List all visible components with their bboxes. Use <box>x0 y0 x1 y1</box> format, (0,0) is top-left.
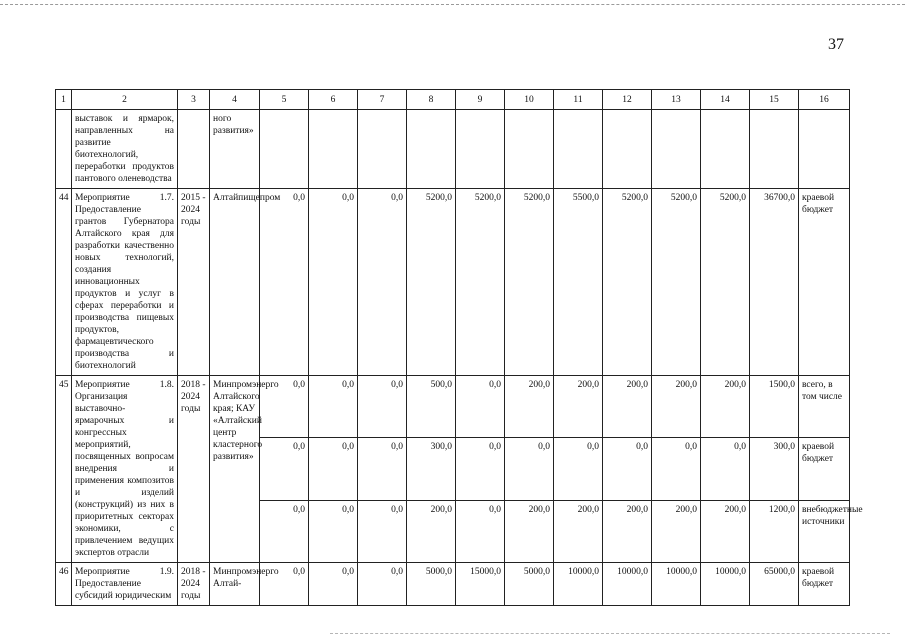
value-cell: 10000,0 <box>554 563 603 606</box>
executor: Алтайпищепром <box>210 189 260 376</box>
empty-cell <box>750 110 799 189</box>
value-cell: 0,0 <box>358 376 407 438</box>
funding-source: краевой бюджет <box>799 189 850 376</box>
page-number: 37 <box>828 36 844 53</box>
value-cell: 0,0 <box>260 189 309 376</box>
value-cell: 200,0 <box>505 500 554 562</box>
value-cell: 0,0 <box>309 563 358 606</box>
column-header-8: 8 <box>407 90 456 110</box>
value-cell: 0,0 <box>456 376 505 438</box>
column-header-10: 10 <box>505 90 554 110</box>
empty-cell <box>309 110 358 189</box>
value-cell: 0,0 <box>358 500 407 562</box>
empty-cell <box>652 110 701 189</box>
value-cell: 200,0 <box>701 376 750 438</box>
value-cell: 5200,0 <box>701 189 750 376</box>
value-cell: 0,0 <box>309 500 358 562</box>
value-cell: 5500,0 <box>554 189 603 376</box>
value-cell: 0,0 <box>554 438 603 500</box>
value-cell: 0,0 <box>309 376 358 438</box>
column-header-7: 7 <box>358 90 407 110</box>
value-cell: 200,0 <box>505 376 554 438</box>
activity-name: выставок и ярмарок, направленных на развитие биотехнологий, переработки продуктов пантового оленеводства <box>72 110 178 189</box>
table-row <box>56 189 850 376</box>
column-header-15: 15 <box>750 90 799 110</box>
value-cell: 200,0 <box>554 500 603 562</box>
table-row <box>56 563 850 606</box>
value-cell: 300,0 <box>407 438 456 500</box>
value-cell: 0,0 <box>309 189 358 376</box>
empty-cell <box>799 110 850 189</box>
value-cell: 0,0 <box>652 438 701 500</box>
value-cell: 10000,0 <box>652 563 701 606</box>
column-header-2: 2 <box>72 90 178 110</box>
empty-cell <box>407 110 456 189</box>
value-cell: 0,0 <box>260 500 309 562</box>
value-cell: 0,0 <box>701 438 750 500</box>
value-cell: 200,0 <box>603 376 652 438</box>
empty-cell <box>554 110 603 189</box>
value-cell: 0,0 <box>358 438 407 500</box>
activity-name: Мероприятие 1.9. Предоставление субсидий юридическим <box>72 563 178 606</box>
column-header-12: 12 <box>603 90 652 110</box>
empty-cell <box>260 110 309 189</box>
value-cell: 5200,0 <box>407 189 456 376</box>
column-header-6: 6 <box>309 90 358 110</box>
value-cell: 5200,0 <box>456 189 505 376</box>
period: 2018 - 2024 годы <box>178 563 210 606</box>
empty-cell <box>358 110 407 189</box>
funding-source: краевой бюджет <box>799 563 850 606</box>
value-cell: 0,0 <box>260 563 309 606</box>
value-cell: 0,0 <box>456 438 505 500</box>
executor: Минпромэнерго Алтайского края; КАУ «Алтайский центр кластерного развития» <box>210 376 260 563</box>
value-cell: 0,0 <box>358 563 407 606</box>
table-row <box>56 376 850 438</box>
column-header-9: 9 <box>456 90 505 110</box>
value-cell: 65000,0 <box>750 563 799 606</box>
value-cell: 5200,0 <box>652 189 701 376</box>
column-header-1: 1 <box>56 90 72 110</box>
value-cell: 5000,0 <box>505 563 554 606</box>
value-cell: 5000,0 <box>407 563 456 606</box>
scan-top-rule <box>0 4 905 5</box>
value-cell: 0,0 <box>505 438 554 500</box>
column-header-4: 4 <box>210 90 260 110</box>
period <box>178 110 210 189</box>
funding-source: внебюджетные источники <box>799 500 850 562</box>
column-header-13: 13 <box>652 90 701 110</box>
activity-name: Мероприятие 1.8. Организация выставочно-ярмарочных и конгрессных мероприятий, посвященных вопросам внедрения и применения композитов и изделий (конструкций) из них в приоритетных секторах экономики, с привлечением ведущих экспертов отрасли <box>72 376 178 563</box>
empty-cell <box>701 110 750 189</box>
value-cell: 0,0 <box>260 376 309 438</box>
value-cell: 200,0 <box>407 500 456 562</box>
scan-bottom-rule <box>330 633 890 634</box>
activity-name: Мероприятие 1.7. Предоставление грантов Губернатора Алтайского края для разработки качественно новых технологий, создания инновационных продуктов и услуг в сферах переработки и производства пищевых продуктов, фармацевтического производства и биотехнологий <box>72 189 178 376</box>
row-number <box>56 110 72 189</box>
value-cell: 0,0 <box>603 438 652 500</box>
funding-source: всего, в том числе <box>799 376 850 438</box>
row-number: 46 <box>56 563 72 606</box>
value-cell: 0,0 <box>260 438 309 500</box>
value-cell: 0,0 <box>358 189 407 376</box>
value-cell: 200,0 <box>554 376 603 438</box>
empty-cell <box>505 110 554 189</box>
executor: Минпромэнерго Алтай- <box>210 563 260 606</box>
value-cell: 36700,0 <box>750 189 799 376</box>
value-cell: 200,0 <box>652 376 701 438</box>
value-cell: 200,0 <box>603 500 652 562</box>
value-cell: 5200,0 <box>603 189 652 376</box>
row-number: 44 <box>56 189 72 376</box>
column-header-16: 16 <box>799 90 850 110</box>
value-cell: 0,0 <box>456 500 505 562</box>
empty-cell <box>603 110 652 189</box>
value-cell: 15000,0 <box>456 563 505 606</box>
value-cell: 200,0 <box>701 500 750 562</box>
period: 2018 - 2024 годы <box>178 376 210 563</box>
funding-source: краевой бюджет <box>799 438 850 500</box>
continuation-row <box>56 110 850 189</box>
value-cell: 300,0 <box>750 438 799 500</box>
value-cell: 500,0 <box>407 376 456 438</box>
program-table <box>55 89 863 606</box>
row-number: 45 <box>56 376 72 563</box>
column-header-5: 5 <box>260 90 309 110</box>
value-cell: 5200,0 <box>505 189 554 376</box>
value-cell: 10000,0 <box>603 563 652 606</box>
column-header-14: 14 <box>701 90 750 110</box>
value-cell: 200,0 <box>652 500 701 562</box>
header-row <box>56 90 850 110</box>
value-cell: 0,0 <box>309 438 358 500</box>
empty-cell <box>456 110 505 189</box>
executor: ного развития» <box>210 110 260 189</box>
column-header-11: 11 <box>554 90 603 110</box>
column-header-3: 3 <box>178 90 210 110</box>
period: 2015 - 2024 годы <box>178 189 210 376</box>
value-cell: 1200,0 <box>750 500 799 562</box>
value-cell: 1500,0 <box>750 376 799 438</box>
value-cell: 10000,0 <box>701 563 750 606</box>
